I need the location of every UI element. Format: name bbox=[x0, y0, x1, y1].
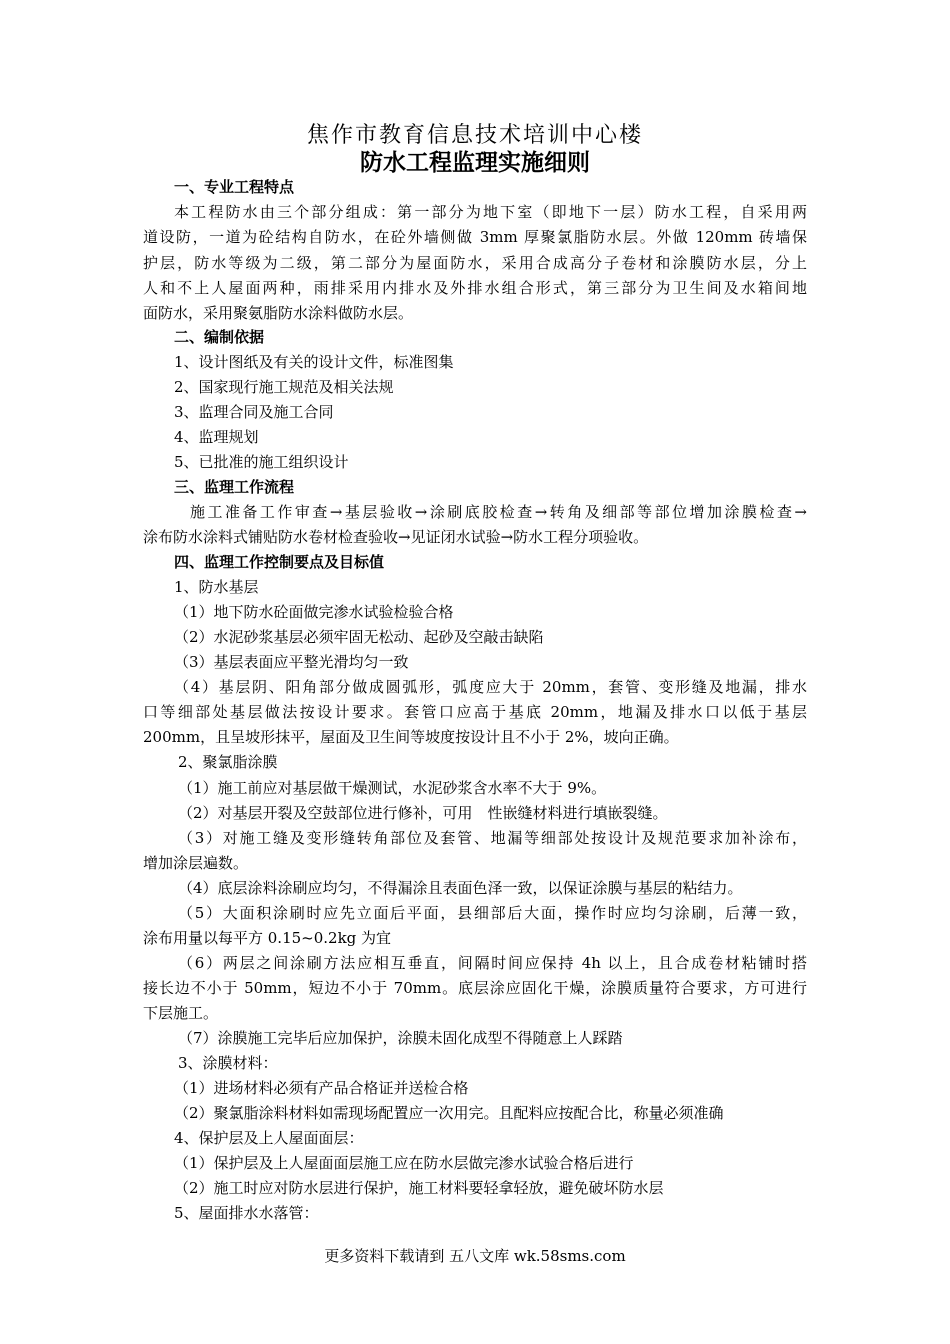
body-text-line: 涂布用量以每平方 0.15~0.2kg 为宜 bbox=[143, 929, 392, 947]
body-text-line: 4、监理规划 bbox=[174, 428, 259, 446]
body-text-line: （5）大面积涂刷时应先立面后平面，县细部后大面，操作时应均匀涂刷，后薄一致， bbox=[178, 904, 807, 922]
document-title: 焦作市教育信息技术培训中心楼 bbox=[306, 123, 643, 148]
body-text-line: （2）水泥砂浆基层必须牢固无松动、起砂及空敲击缺陷 bbox=[174, 628, 544, 646]
body-text-line: （3）基层表面应平整光滑均匀一致 bbox=[174, 653, 409, 671]
body-text-line: 5、已批准的施工组织设计 bbox=[174, 453, 349, 471]
body-text-line: 面防水，采用聚氨脂防水涂料做防水层。 bbox=[143, 304, 414, 322]
section-heading: 四、监理工作控制要点及目标值 bbox=[174, 553, 385, 571]
body-text-line: （1）地下防水砼面做完渗水试验检验合格 bbox=[174, 603, 454, 621]
body-text-line: 1、设计图纸及有关的设计文件，标准图集 bbox=[174, 353, 454, 371]
body-text-line: （1）进场材料必须有产品合格证并送检合格 bbox=[174, 1079, 469, 1097]
body-text-line: 接长边不小于 50mm，短边不小于 70mm。底层涂应固化干燥，涂膜质量符合要求，方可进行 bbox=[143, 979, 807, 997]
body-text-line: 2、国家现行施工规范及相关法规 bbox=[174, 378, 394, 396]
body-text-line: 口等细部处基层做法按设计要求。套管口应高于基底 20mm，地漏及排水口以低于基层 bbox=[143, 703, 807, 721]
body-text-line: 下层施工。 bbox=[143, 1004, 219, 1022]
body-text-line: 本工程防水由三个部分组成：第一部分为地下室（即地下一层）防水工程，自采用两 bbox=[174, 203, 807, 221]
body-text-line: （2）对基层开裂及空鼓部位进行修补，可用 性嵌缝材料进行填嵌裂缝。 bbox=[178, 804, 668, 822]
section-heading: 二、编制依据 bbox=[174, 328, 265, 346]
body-text-line: 道设防，一道为砼结构自防水，在砼外墙侧做 3mm 厚聚氯脂防水层。外做 120mm 砖墙保 bbox=[143, 228, 807, 246]
section-heading: 三、监理工作流程 bbox=[174, 478, 295, 496]
body-text-line: 人和不上人屋面两种，雨排采用内排水及外排水组合形式，第三部分为卫生间及水箱间地 bbox=[143, 279, 807, 297]
body-text-line: 3、监理合同及施工合同 bbox=[174, 403, 334, 421]
body-text-line: （4）基层阴、阳角部分做成圆弧形，弧度应大于 20mm，套管、变形缝及地漏，排水 bbox=[174, 678, 807, 696]
body-text-line: 涂布防水涂料式铺贴防水卷材检查验收→见证闭水试验→防水工程分项验收。 bbox=[143, 528, 649, 546]
body-text-line: 2、聚氯脂涂膜 bbox=[178, 753, 278, 771]
body-text-line: 4、保护层及上人屋面面层： bbox=[174, 1129, 364, 1147]
body-text-line: （6）两层之间涂刷方法应相互垂直，间隔时间应保持 4h 以上，且合成卷材粘铺时搭 bbox=[178, 954, 807, 972]
body-text-line: （2）施工时应对防水层进行保护，施工材料要轻拿轻放，避免破坏防水层 bbox=[174, 1179, 664, 1197]
document-subtitle: 防水工程监理实施细则 bbox=[360, 150, 590, 176]
body-text-line: （2）聚氯脂涂料材料如需现场配置应一次用完。且配料应按配合比，称量必须准确 bbox=[174, 1104, 724, 1122]
body-text-line: （7）涂膜施工完毕后应加保护，涂膜未固化成型不得随意上人踩踏 bbox=[178, 1029, 623, 1047]
body-text-line: 施工准备工作审查→基层验收→涂刷底胶检查→转角及细部等部位增加涂膜检查→ bbox=[190, 503, 807, 521]
body-text-line: 3、涂膜材料： bbox=[178, 1054, 278, 1072]
footer-link[interactable]: 更多资料下载请到 五八文库 wk.58sms.com bbox=[324, 1247, 626, 1265]
body-text-line: 1、防水基层 bbox=[174, 578, 259, 596]
body-text-line: （1）保护层及上人屋面面层施工应在防水层做完渗水试验合格后进行 bbox=[174, 1154, 634, 1172]
body-text-line: （1）施工前应对基层做干燥测试，水泥砂浆含水率不大于 9%。 bbox=[178, 779, 607, 797]
body-text-line: （4）底层涂料涂刷应均匀，不得漏涂且表面色泽一致，以保证涂膜与基层的粘结力。 bbox=[178, 879, 743, 897]
body-text-line: 护层，防水等级为二级，第二部分为屋面防水，采用合成高分子卷材和涂膜防水层，分上 bbox=[143, 254, 807, 272]
body-text-line: （3）对施工缝及变形缝转角部位及套管、地漏等细部处按设计及规范要求加补涂布， bbox=[178, 829, 807, 847]
body-text-line: 200mm，且呈坡形抹平，屋面及卫生间等坡度按设计且不小于 2%，坡向正确。 bbox=[143, 728, 679, 746]
body-text-line: 增加涂层遍数。 bbox=[143, 854, 249, 872]
section-heading: 一、专业工程特点 bbox=[174, 178, 295, 196]
body-text-line: 5、屋面排水水落管： bbox=[174, 1204, 319, 1222]
